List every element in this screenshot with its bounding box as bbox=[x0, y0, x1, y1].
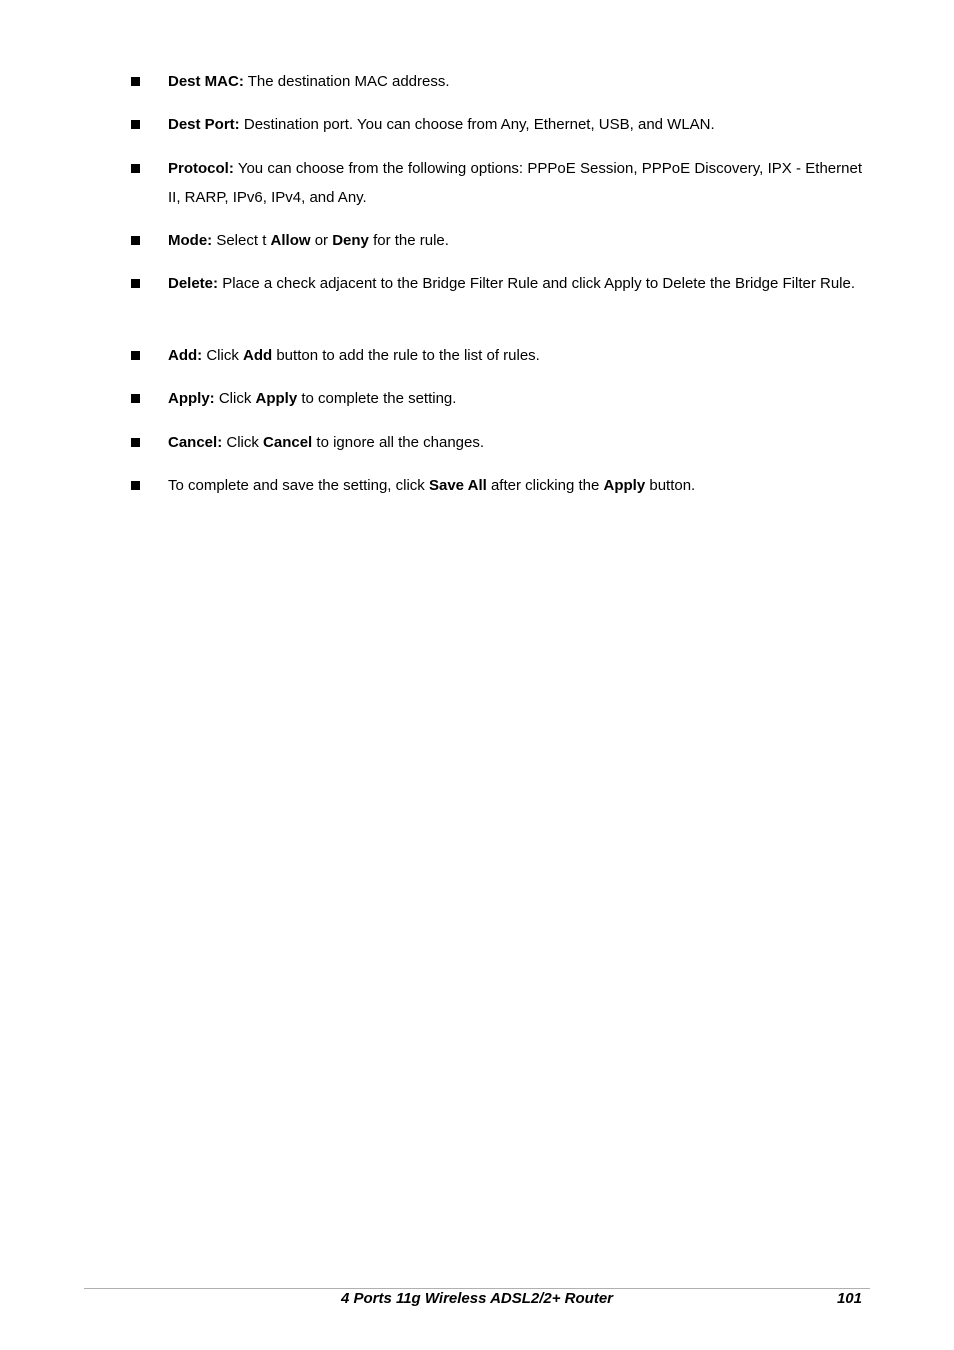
emphasis-apply: Apply bbox=[255, 390, 298, 407]
page-number: 101 bbox=[836, 1290, 862, 1307]
description-text: Click bbox=[214, 390, 256, 407]
description-text: to ignore all the changes. bbox=[312, 434, 485, 451]
square-bullet-icon bbox=[131, 394, 140, 403]
description-text: Select t bbox=[212, 232, 271, 249]
square-bullet-icon bbox=[131, 351, 140, 360]
square-bullet-icon bbox=[131, 236, 140, 245]
list-item-dest-port bbox=[168, 111, 862, 140]
term-label: Cancel: bbox=[168, 434, 223, 451]
description-text: Click bbox=[222, 434, 264, 451]
term-label: Dest MAC: bbox=[168, 73, 244, 90]
description-text: Destination port. You can choose from Any, Ethernet, USB, and WLAN. bbox=[239, 116, 715, 133]
description-text: for the rule. bbox=[368, 232, 449, 249]
term-label: Delete: bbox=[168, 275, 219, 292]
description-text: The destination MAC address. bbox=[243, 73, 450, 90]
description-text: You can choose from the following options: PPPoE Session, PPPoE Discovery, IPX - Ethernet II, RARP, IPv6, IPv4, and Any. bbox=[168, 160, 862, 206]
emphasis-add: Add bbox=[243, 347, 273, 364]
square-bullet-icon bbox=[131, 120, 140, 129]
description-text: or bbox=[310, 232, 333, 249]
footer-divider bbox=[84, 1288, 870, 1289]
description-text: To complete and save the setting, click bbox=[168, 477, 429, 494]
emphasis-allow: Allow bbox=[270, 232, 311, 249]
description-text: button to add the rule to the list of rules. bbox=[272, 347, 540, 364]
list-item-save-all bbox=[168, 472, 862, 501]
list-item-protocol bbox=[168, 155, 862, 212]
term-label: Mode: bbox=[168, 232, 213, 249]
emphasis-save-all: Save All bbox=[428, 477, 487, 494]
list-item-apply bbox=[168, 385, 862, 414]
emphasis-apply: Apply bbox=[603, 477, 646, 494]
list-item-mode bbox=[168, 227, 862, 256]
list-item-delete bbox=[168, 270, 862, 299]
square-bullet-icon bbox=[131, 481, 140, 490]
description-text: Click bbox=[202, 347, 243, 364]
description-text: after clicking the bbox=[486, 477, 604, 494]
square-bullet-icon bbox=[131, 438, 140, 447]
square-bullet-icon bbox=[131, 164, 140, 173]
term-label: Apply: bbox=[168, 390, 215, 407]
list-item-cancel bbox=[168, 429, 862, 458]
emphasis-deny: Deny bbox=[332, 232, 369, 249]
list-item-dest-mac bbox=[168, 68, 862, 97]
description-text: to complete the setting. bbox=[297, 390, 457, 407]
square-bullet-icon bbox=[131, 77, 140, 86]
description-text: Place a check adjacent to the Bridge Filter Rule and click Apply to Delete the Bridge Filter Rule. bbox=[218, 275, 856, 292]
term-label: Dest Port: bbox=[168, 116, 240, 133]
term-label: Protocol: bbox=[168, 160, 234, 177]
footer-title: 4 Ports 11g Wireless ADSL2/2+ Router bbox=[340, 1290, 614, 1307]
description-text: button. bbox=[645, 477, 696, 494]
list-item-add bbox=[168, 342, 862, 371]
term-label: Add: bbox=[168, 347, 203, 364]
square-bullet-icon bbox=[131, 279, 140, 288]
emphasis-cancel: Cancel bbox=[263, 434, 313, 451]
